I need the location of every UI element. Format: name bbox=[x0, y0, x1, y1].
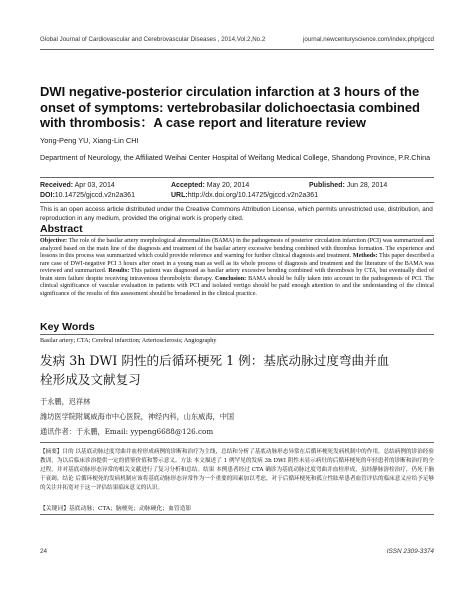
doi-label: DOI: bbox=[40, 192, 55, 199]
accepted-label: Accepted: bbox=[171, 182, 205, 189]
url-label: URL: bbox=[171, 192, 188, 199]
conclusion-label: Conclusion: bbox=[214, 275, 247, 282]
chinese-affiliation: 潍坊医学院附属威海市中心医院，神经内科，山东威海，中国 bbox=[40, 412, 235, 421]
methods-label: Methods: bbox=[352, 253, 378, 260]
journal-name: Global Journal of Cardiovascular and Cerebrovascular Diseases , 2014,Vol.2,No.2 bbox=[40, 36, 266, 43]
abstract-rule bbox=[40, 235, 434, 236]
chinese-abstract-top-rule bbox=[40, 442, 434, 443]
article-dates bbox=[40, 181, 434, 201]
header-rule bbox=[40, 49, 434, 50]
article-url[interactable]: http://dx.doi.org/10.14725/gjccd.v2n2a361 bbox=[187, 192, 319, 199]
authors: Yong-Peng YU, Xiang-Lin CHI bbox=[40, 136, 139, 145]
chinese-abstract-bottom-rule bbox=[40, 514, 434, 515]
results-text: This patient was diagnosed as basilar artery excessive bending combined with thrombosis by CTA, but eventually died of brain stem failure despite receiving intravenous thrombolytic therapy. bbox=[40, 268, 434, 282]
keywords-heading: Key Words bbox=[40, 321, 95, 333]
running-header bbox=[40, 36, 434, 48]
dates-top-rule bbox=[40, 177, 434, 178]
page-number: 24 bbox=[40, 548, 48, 555]
chinese-authors: 于永鹏，迟祥林 bbox=[40, 397, 91, 406]
keywords-list: Basilar artery; CTA; Cerebral infarction; Arteriosclerosis; Angiography bbox=[40, 337, 217, 344]
keywords-rule bbox=[40, 334, 434, 335]
english-abstract bbox=[40, 238, 434, 298]
chinese-abstract: 【摘要】目的 以基底动脉过度弯曲并血栓形成病例的诊断和治疗为主线，总结和分析了基底动脉形态异常在后循环梗死发病机制中的作用，总结病例的诊治经验教训，为以后临床诊治提供一定的借鉴价值和警示意义。方法 本文描述了 1 例罕见的发病 3h DWI 阴性未显示病灶的后循环梗死的年轻患者的诊断和治疗的全过程，并对基底动脉形态异常的相关文献进行了复习分析和总结。结果 本例患者经过 CTA 确诊为基底动脉过度弯曲并血栓形成，虽经静脉溶栓治疗，仍死于脑干衰竭。结论 后循环梗死的发病机制应该将基底动脉形态异常作为一个重要的因素加以考虑，对于后循环梗死和孤立性眩晕患者血管评估的临床意义应给予足够的关注并拓宽对于这一评估结果临床意义的认识。 bbox=[40, 449, 434, 491]
objective-text: The role of the basilar artery morphological abnormalities (BAMA) in the pathogenesis of posterior circulation infarction (PCI) was summarized and analyzed based on the main line of the diagnosis and treatment of the basilar artery excessive bending combined with thrombus formation. The experience and lessons in this process was summarized which could provide reference and warning for further clinical diagnosis and treatment. bbox=[40, 238, 434, 260]
article-title: DWI negative-posterior circulation infarction at 3 hours of the onset of symptoms: vertebrobasilar dolichoectasia combined with thrombosis：A case report and literature review bbox=[40, 84, 420, 130]
published-date: Jun 28, 2014 bbox=[346, 182, 388, 189]
abstract-heading: Abstract bbox=[40, 223, 83, 235]
issn: ISSN 2309-3374 bbox=[386, 548, 434, 555]
results-label: Results: bbox=[108, 268, 130, 275]
license-statement: This is an open access article distributed under the Creative Commons Attribution License, which permits unrestricted use, distribution, and reproduction in any medium, provided the original work is properly cited. bbox=[40, 206, 433, 222]
objective-label: Objective: bbox=[40, 238, 68, 244]
methods-text: This paper described a rare case of DWI-negative PCI 3 hours after onset in a young man as well as its whole process of diagnosis and treatment and the literature of the BAMA was reviewed and summarized. bbox=[40, 253, 435, 275]
accepted-date: May 20, 2014 bbox=[206, 182, 250, 189]
chinese-title bbox=[40, 351, 434, 389]
chinese-contact: 通讯作者：于永鹏，Email: yypeng6688@126.com bbox=[40, 427, 214, 436]
received-date: Apr 03, 2014 bbox=[74, 182, 115, 189]
doi-value[interactable]: 10.14725/gjccd.v2n2a361 bbox=[54, 192, 135, 199]
published-label: Published: bbox=[309, 182, 345, 189]
dates-bottom-rule bbox=[40, 202, 434, 203]
chinese-keywords: 【关键词】基底动脉；CTA；脑梗死；动脉硬化；血管造影 bbox=[40, 506, 192, 512]
journal-url[interactable]: journal.newcenturyscience.com/index.php/gjccd bbox=[302, 36, 434, 43]
conclusion-text: BAMA should be fully taken into account in the pathogenesis of PCI. The clinical significance of vascular evaluation in patients with PCI and isolated vertigo should be paid enough attention to and the understanding of the clinical significance of the results of this assessment should be broadened in the clinical practice. bbox=[40, 275, 434, 297]
received-label: Received: bbox=[40, 182, 74, 189]
affiliation: Department of Neurology, the Affiliated Weihai Center Hospital of Weifang Medical College, Shandong Province, P.R.China bbox=[40, 153, 431, 162]
chinese-title-line-1: 发病 3h DWI 阴性的后循环梗死 1 例：基底动脉过度弯曲并血 bbox=[40, 353, 390, 368]
chinese-title-line-2: 栓形成及文献复习 bbox=[40, 372, 141, 387]
